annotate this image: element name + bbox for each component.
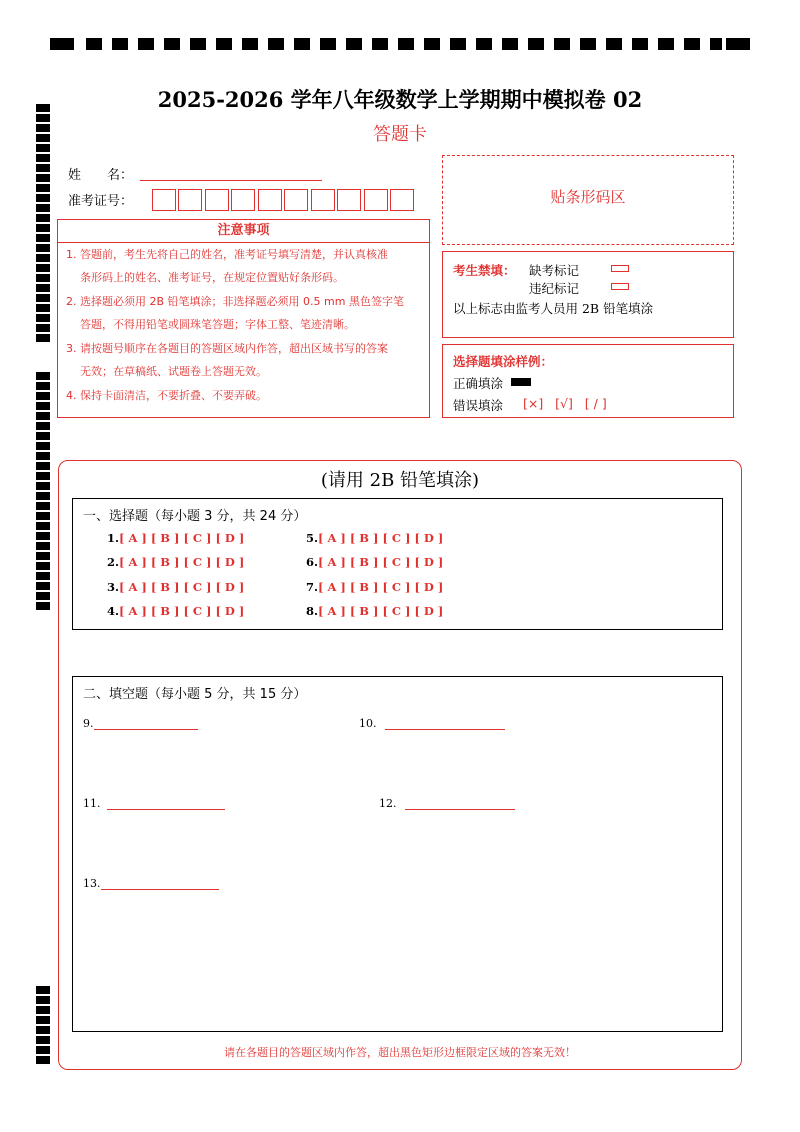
timing-mark-top <box>554 38 570 50</box>
id-digit-box[interactable] <box>152 189 176 211</box>
correct-fill-mark <box>511 378 531 386</box>
choice-row[interactable] <box>306 555 443 569</box>
question-number: 8. <box>306 604 319 618</box>
timing-mark-left <box>36 472 50 480</box>
timing-mark-left <box>36 1016 50 1024</box>
blank-item[interactable] <box>379 797 515 810</box>
exam-rules-box <box>442 251 734 338</box>
id-label: 准考证号： <box>68 194 134 209</box>
choice-row[interactable] <box>107 604 244 618</box>
id-digit-box[interactable] <box>390 189 414 211</box>
fill-blank-section <box>72 676 723 1032</box>
timing-mark-left <box>36 442 50 450</box>
blank-item[interactable] <box>83 877 219 890</box>
timing-mark-left <box>36 1056 50 1064</box>
timing-mark-left <box>36 996 50 1004</box>
blank-item[interactable] <box>83 797 225 810</box>
timing-mark-top <box>242 38 258 50</box>
timing-mark-left <box>36 1036 50 1044</box>
timing-mark-left <box>36 382 50 390</box>
timing-mark-left <box>36 986 50 994</box>
blank-number: 13. <box>83 877 101 890</box>
exam-rules-label: 考生禁填： <box>453 263 516 278</box>
notice-item: 条形码上的姓名、准考证号，在规定位置贴好条形码。 <box>80 271 344 284</box>
timing-mark-top <box>86 38 102 50</box>
timing-mark-top <box>346 38 362 50</box>
timing-mark-left <box>36 324 50 332</box>
timing-mark-left <box>36 244 50 252</box>
timing-mark-top <box>528 38 544 50</box>
timing-mark-top <box>424 38 440 50</box>
wrong-fill-marks: [×] [√] [ / ] <box>523 396 607 411</box>
choice-row[interactable] <box>107 580 244 594</box>
footer-warning: 请在各题目的答题区域内作答，超出黑色矩形边框限定区域的答案无效！ <box>224 1046 576 1059</box>
choice-row[interactable] <box>306 531 443 545</box>
timing-mark-top <box>112 38 128 50</box>
timing-mark-top <box>580 38 596 50</box>
timing-mark-left <box>36 264 50 272</box>
violation-mark-box[interactable] <box>611 283 629 290</box>
timing-mark-left <box>36 522 50 530</box>
choice-section-title: 一、选择题（每小题 3 分，共 24 分） <box>83 509 307 524</box>
fill-sample-box <box>442 344 734 418</box>
timing-mark-left <box>36 512 50 520</box>
notice-box <box>57 219 430 418</box>
choice-options[interactable]: [ A ] [ B ] [ C ] [ D ] <box>318 531 444 545</box>
blank-line[interactable] <box>405 797 515 810</box>
timing-mark-left <box>36 592 50 600</box>
timing-mark-left <box>36 562 50 570</box>
timing-mark-left <box>36 154 50 162</box>
blank-number: 10. <box>359 717 377 730</box>
timing-mark-left <box>36 502 50 510</box>
timing-mark-left <box>36 164 50 172</box>
id-digit-box[interactable] <box>311 189 335 211</box>
choice-options[interactable]: [ A ] [ B ] [ C ] [ D ] <box>318 604 444 618</box>
barcode-area <box>442 155 734 245</box>
timing-mark-left <box>36 572 50 580</box>
blank-line[interactable] <box>385 717 505 730</box>
notice-item: 4. 保持卡面清洁，不要折叠、不要弄破。 <box>66 389 267 402</box>
choice-section <box>72 498 723 630</box>
timing-mark-left <box>36 432 50 440</box>
timing-mark-left <box>36 314 50 322</box>
choice-options[interactable]: [ A ] [ B ] [ C ] [ D ] <box>119 580 245 594</box>
choice-row[interactable] <box>306 604 443 618</box>
notice-item: 答题，不得用铅笔或圆珠笔答题；字体工整、笔迹清晰。 <box>80 318 355 331</box>
timing-mark-left <box>36 542 50 550</box>
timing-mark-left <box>36 392 50 400</box>
blank-line[interactable] <box>94 717 198 730</box>
timing-mark-left <box>36 462 50 470</box>
timing-mark-left <box>36 452 50 460</box>
id-digit-box[interactable] <box>231 189 255 211</box>
blank-number: 12. <box>379 797 397 810</box>
question-number: 7. <box>306 580 319 594</box>
timing-mark-left <box>36 372 50 380</box>
timing-mark-left <box>36 204 50 212</box>
timing-mark-top <box>450 38 466 50</box>
timing-mark-top <box>398 38 414 50</box>
id-digit-box[interactable] <box>205 189 229 211</box>
fill-sample-title: 选择题填涂样例： <box>453 354 554 369</box>
timing-mark-top <box>164 38 180 50</box>
timing-mark-top <box>372 38 388 50</box>
fill-blank-section-title: 二、填空题（每小题 5 分，共 15 分） <box>83 687 307 702</box>
question-number: 5. <box>306 531 319 545</box>
id-digit-box[interactable] <box>337 189 361 211</box>
question-number: 4. <box>107 604 120 618</box>
timing-mark-top <box>50 38 74 50</box>
timing-mark-left <box>36 552 50 560</box>
absent-mark-label: 缺考标记 <box>529 263 580 278</box>
blank-item[interactable] <box>83 717 198 730</box>
absent-mark-box[interactable] <box>611 265 629 272</box>
timing-mark-left <box>36 582 50 590</box>
choice-options[interactable]: [ A ] [ B ] [ C ] [ D ] <box>318 580 444 594</box>
timing-mark-top <box>320 38 336 50</box>
timing-mark-top <box>658 38 674 50</box>
page-title: 2025-2026 学年八年级数学上学期期中模拟卷 02 <box>157 87 643 112</box>
notice-heading: 注意事项 <box>58 220 429 243</box>
timing-mark-left <box>36 304 50 312</box>
timing-mark-top <box>294 38 310 50</box>
timing-mark-left <box>36 254 50 262</box>
question-number: 2. <box>107 555 120 569</box>
timing-mark-left <box>36 284 50 292</box>
notice-item: 2. 选择题必须用 2B 铅笔填涂；非选择题必须用 0.5 mm 黑色签字笔 <box>66 295 404 308</box>
notice-item: 3. 请按题号顺序在各题目的答题区域内作答，超出区域书写的答案 <box>66 342 388 355</box>
timing-mark-left <box>36 532 50 540</box>
blank-line[interactable] <box>101 877 219 890</box>
timing-mark-left <box>36 194 50 202</box>
violation-mark-label: 违纪标记 <box>529 281 580 296</box>
timing-mark-left <box>36 482 50 490</box>
timing-mark-top <box>502 38 518 50</box>
timing-mark-top <box>632 38 648 50</box>
pencil-note: (请用 2B 铅笔填涂) <box>320 470 480 491</box>
choice-row[interactable] <box>306 580 443 594</box>
timing-mark-left <box>36 422 50 430</box>
timing-mark-left <box>36 492 50 500</box>
notice-item: 无效；在草稿纸、试题卷上答题无效。 <box>80 365 267 378</box>
timing-mark-top <box>710 38 722 50</box>
timing-mark-left <box>36 234 50 242</box>
timing-mark-left <box>36 412 50 420</box>
timing-mark-left <box>36 184 50 192</box>
timing-mark-left <box>36 602 50 610</box>
choice-row[interactable] <box>107 555 244 569</box>
question-number: 6. <box>306 555 319 569</box>
correct-fill-label: 正确填涂 <box>453 376 504 391</box>
choice-row[interactable] <box>107 531 244 545</box>
exam-rules-note: 以上标志由监考人员用 2B 铅笔填涂 <box>453 301 654 316</box>
blank-line[interactable] <box>107 797 225 810</box>
id-digit-box[interactable] <box>178 189 202 211</box>
timing-mark-left <box>36 1006 50 1014</box>
timing-mark-top <box>138 38 154 50</box>
timing-mark-top <box>268 38 284 50</box>
timing-mark-top <box>726 38 750 50</box>
choice-options[interactable]: [ A ] [ B ] [ C ] [ D ] <box>119 604 245 618</box>
name-field[interactable] <box>140 164 322 181</box>
id-digit-box[interactable] <box>284 189 308 211</box>
wrong-fill-label: 错误填涂 <box>453 398 504 413</box>
name-label: 姓 名： <box>68 168 134 183</box>
timing-mark-left <box>36 274 50 282</box>
choice-options[interactable]: [ A ] [ B ] [ C ] [ D ] <box>119 531 245 545</box>
blank-number: 9. <box>83 717 94 730</box>
timing-mark-left <box>36 1046 50 1054</box>
blank-number: 11. <box>83 797 101 810</box>
id-digit-box[interactable] <box>258 189 282 211</box>
timing-mark-top <box>190 38 206 50</box>
page-subtitle: 答题卡 <box>373 124 427 145</box>
blank-item[interactable] <box>359 717 505 730</box>
timing-mark-top <box>216 38 232 50</box>
choice-options[interactable]: [ A ] [ B ] [ C ] [ D ] <box>318 555 444 569</box>
notice-item: 1. 答题前，考生先将自己的姓名，准考证号填写清楚，并认真核准 <box>66 248 388 261</box>
id-digit-box[interactable] <box>364 189 388 211</box>
timing-mark-left <box>36 1026 50 1034</box>
timing-mark-top <box>606 38 622 50</box>
question-number: 3. <box>107 580 120 594</box>
timing-mark-left <box>36 214 50 222</box>
timing-mark-top <box>684 38 700 50</box>
timing-mark-left <box>36 334 50 342</box>
timing-mark-left <box>36 402 50 410</box>
barcode-label: 贴条形码区 <box>550 188 626 206</box>
question-number: 1. <box>107 531 120 545</box>
choice-options[interactable]: [ A ] [ B ] [ C ] [ D ] <box>119 555 245 569</box>
timing-mark-left <box>36 174 50 182</box>
timing-mark-left <box>36 294 50 302</box>
timing-mark-top <box>476 38 492 50</box>
timing-mark-left <box>36 224 50 232</box>
